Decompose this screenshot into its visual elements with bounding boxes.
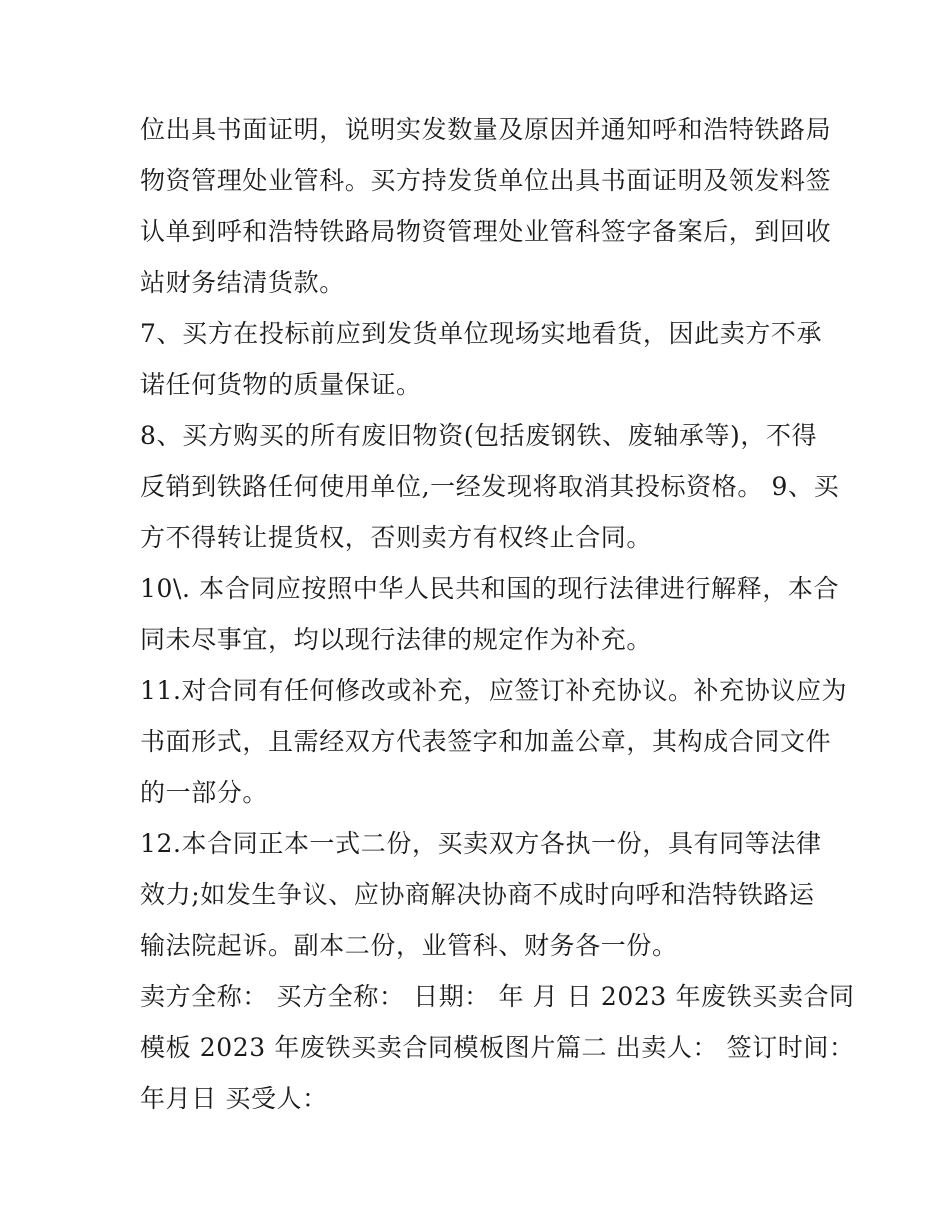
text-line: 位出具书面证明，说明实发数量及原因并通知呼和浩特铁路局 xyxy=(140,115,832,144)
text-line: 的一部分。 xyxy=(140,778,269,807)
text-line: 书面形式，且需经双方代表签字和加盖公章，其构成合同文件 xyxy=(140,727,832,756)
text-line: 年月日 买受人： xyxy=(140,1084,328,1113)
text-line: 模板 2023 年废铁买卖合同模板图片篇二 出卖人： 签订时间： xyxy=(140,1033,855,1062)
clause-7-line: 7、买方在投标前应到发货单位现场实地看货，因此卖方不承 xyxy=(140,319,823,348)
text-line: 效力;如发生争议、应协商解决协商不成时向呼和浩特铁路运 xyxy=(140,880,815,909)
signature-fields-line: 卖方全称： 买方全称： 日期： 年 月 日 2023 年废铁买卖合同 xyxy=(140,982,855,1011)
text-line: 同未尽事宜，均以现行法律的规定作为补充。 xyxy=(140,625,653,654)
text-line: 反销到铁路任何使用单位,一经发现将取消其投标资格。 9、买 xyxy=(140,472,840,501)
clause-12-line: 12.本合同正本一式二份，买卖双方各执一份，具有同等法律 xyxy=(140,829,822,858)
text-line: 方不得转让提货权，否则卖方有权终止合同。 xyxy=(140,523,653,552)
text-line: 物资管理处业管科。买方持发货单位出具书面证明及领发料签 xyxy=(140,166,832,195)
text-line: 诺任何货物的质量保证。 xyxy=(140,370,422,399)
text-line: 站财务结清货款。 xyxy=(140,268,345,297)
text-line: 认单到呼和浩特铁路局物资管理处业管科签字备案后，到回收 xyxy=(140,217,832,246)
text-line: 输法院起诉。副本二份，业管科、财务各一份。 xyxy=(140,931,678,960)
clause-8-line: 8、买方购买的所有废旧物资(包括废钢铁、废轴承等)，不得 xyxy=(140,421,818,450)
clause-11-line: 11.对合同有任何修改或补充，应签订补充协议。补充协议应为 xyxy=(140,676,848,705)
contract-body-text xyxy=(140,104,855,1124)
clause-10-line: 10\. 本合同应按照中华人民共和国的现行法律进行解释，本合 xyxy=(140,574,840,603)
